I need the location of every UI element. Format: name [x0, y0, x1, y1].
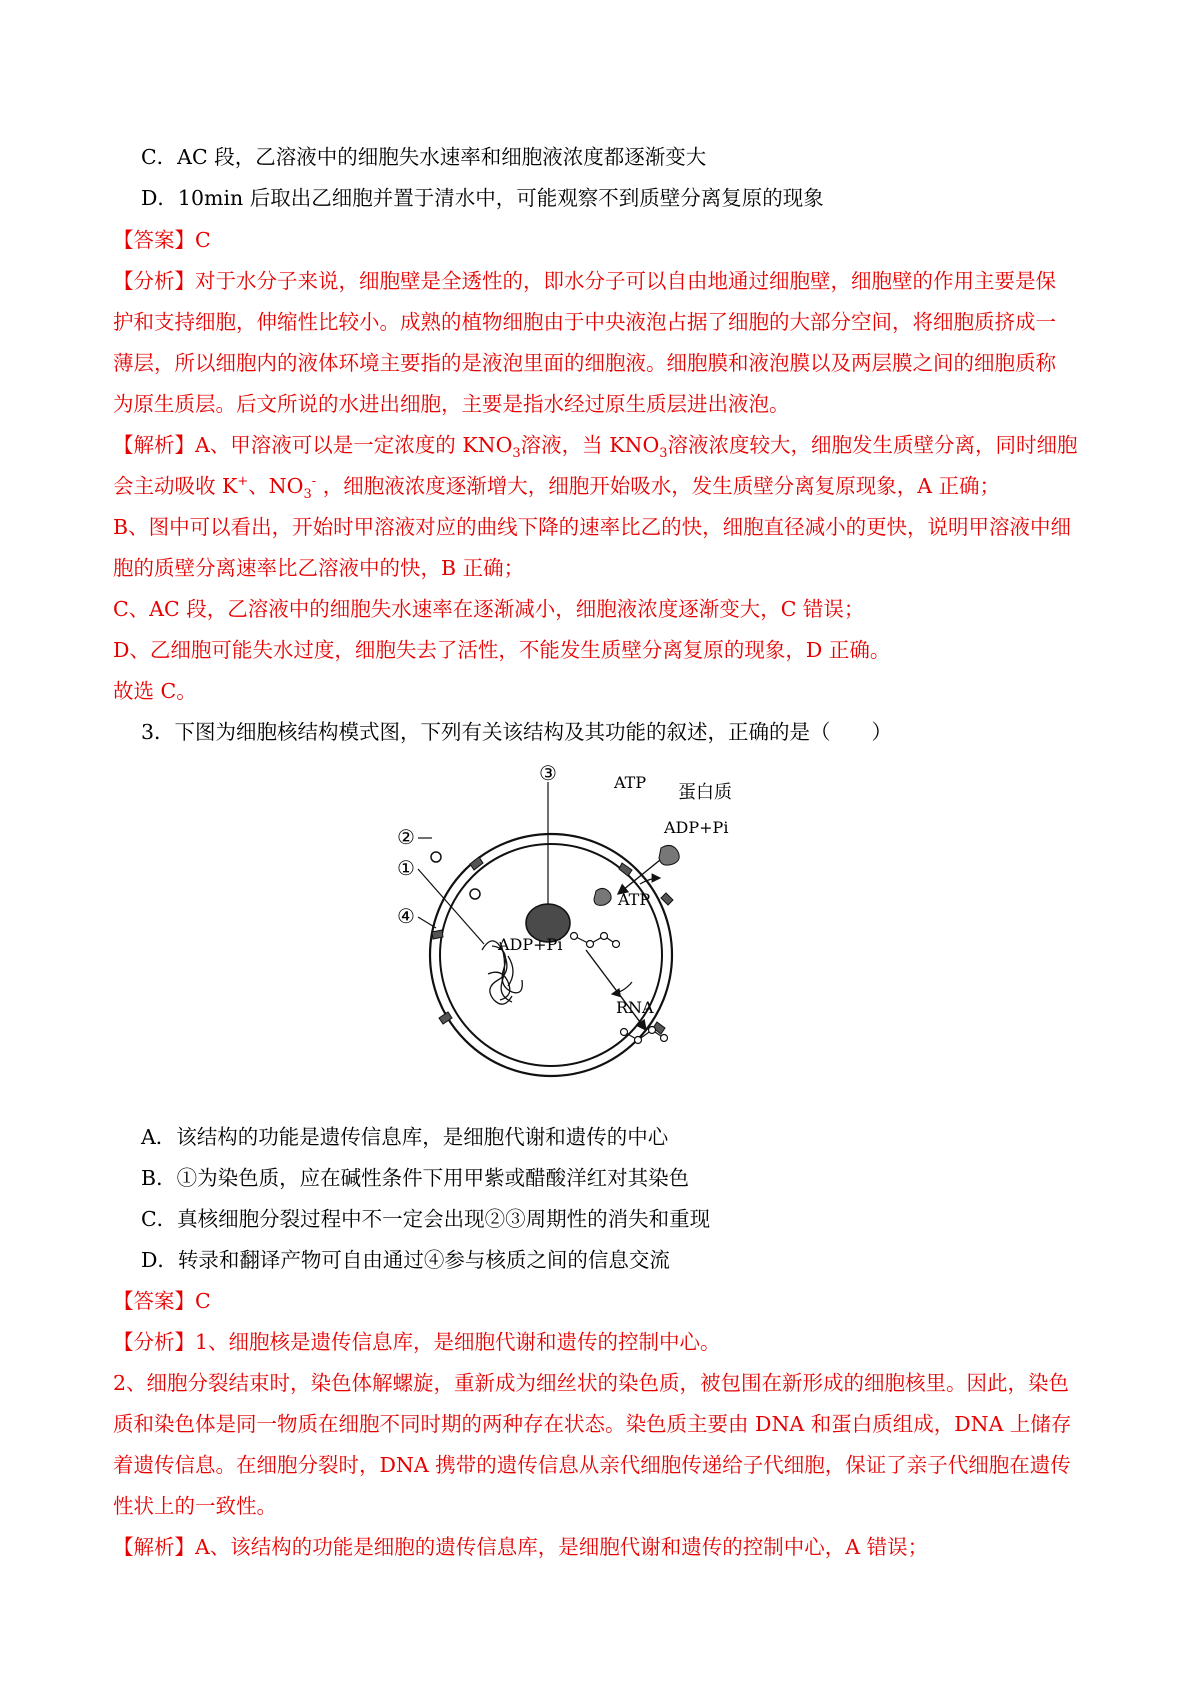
q3-option-a: A．该结构的功能是遗传信息库，是细胞代谢和遗传的中心 [141, 1125, 669, 1149]
atp-hydrolysis-arrow-top [640, 878, 660, 884]
diagram-adp-bottom: ADP+Pi [498, 935, 563, 954]
diagram-label-1: ① [397, 856, 415, 880]
nuclear-pore [432, 930, 443, 939]
diagram-label-3: ③ [539, 761, 557, 785]
nuclear-pore [619, 863, 632, 876]
diagram-atp-bottom: ATP [618, 890, 651, 909]
q3-analysis-line-3: 质和染色体是同一物质在细胞不同时期的两种存在状态。染色质主要由 DNA 和蛋白质组成，DNA 上储存 [113, 1412, 1072, 1436]
q3-analysis-line-4: 着遗传信息。在细胞分裂时，DNA 携带的遗传信息从亲代细胞传递给子代细胞，保证了亲子代细胞在遗传 [113, 1453, 1071, 1477]
nucleus-structure-diagram [396, 760, 776, 1105]
q3-explain-line-1: 【解析】A、该结构的功能是细胞的遗传信息库，是细胞代谢和遗传的控制中心，A 错误； [113, 1535, 929, 1559]
rna-inside [571, 933, 620, 948]
q2-explain-line-3: B、图中可以看出，开始时甲溶液对应的曲线下降的速率比乙的快，细胞直径减小的更快，说明甲溶液中细 [113, 515, 1072, 539]
diagram-label-2: ② [397, 825, 415, 849]
q2-answer: 【答案】C [113, 228, 211, 252]
q2-analysis-line-1: 【分析】对于水分子来说，细胞壁是全透性的，即水分子可以自由地通过细胞壁，细胞壁的作用主要是保 [113, 269, 1056, 293]
q3-analysis-line-2: 2、细胞分裂结束时，染色体解螺旋，重新成为细丝状的染色质，被包围在新形成的细胞核里。因此，染色 [113, 1371, 1070, 1395]
inner-nuclear-membrane [440, 844, 662, 1066]
q3-option-c: C．真核细胞分裂过程中不一定会出现②③周期性的消失和重现 [141, 1207, 711, 1231]
diagram-protein: 蛋白质 [678, 782, 732, 803]
q2-explain-line-5: C、AC 段，乙溶液中的细胞失水速率在逐渐减小，细胞液浓度逐渐变大，C 错误； [113, 597, 865, 621]
q3-option-b: B．①为染色质，应在碱性条件下用甲紫或醋酸洋红对其染色 [141, 1166, 690, 1190]
q2-option-c: C．AC 段，乙溶液中的细胞失水速率和细胞液浓度都逐渐变大 [141, 145, 707, 169]
diagram-rna: RNA [616, 998, 654, 1017]
vesicle [431, 852, 441, 862]
leader-line-1 [418, 869, 484, 944]
q2-analysis-line-3: 薄层，所以细胞内的液体环境主要指的是液泡里面的细胞液。细胞膜和液泡膜以及两层膜之间的细胞质称 [113, 351, 1056, 375]
q2-explain-line-4: 胞的质壁分离速率比乙溶液中的快，B 正确； [113, 556, 525, 580]
q3-answer: 【答案】C [113, 1289, 211, 1313]
q2-explain-line-6: D、乙细胞可能失水过度，细胞失去了活性，不能发生质壁分离复原的现象，D 正确。 [113, 638, 891, 662]
diagram-label-4: ④ [397, 904, 415, 928]
nuclear-pore [661, 893, 673, 905]
rna-export-arrow [586, 950, 646, 1030]
q3-analysis-line-1: 【分析】1、细胞核是遗传信息库，是细胞代谢和遗传的控制中心。 [113, 1330, 721, 1354]
q2-analysis-line-2: 护和支持细胞，伸缩性比较小。成熟的植物细胞由于中央液泡占据了细胞的大部分空间，将细胞质挤成一 [113, 310, 1056, 334]
q3-stem: 3．下图为细胞核结构模式图，下列有关该结构及其功能的叙述，正确的是（ ） [141, 720, 893, 744]
protein-blob-inside [594, 888, 611, 905]
q2-explain-line-2: 会主动吸收 K+、$NO_3^-$ ，细胞液浓度逐渐增大，细胞开始吸水，发生质壁分离复原现象，A 正确； [113, 474, 1001, 503]
q2-analysis-line-4: 为原生质层。后文所说的水进出细胞，主要是指水经过原生质层进出液泡。 [113, 392, 790, 416]
diagram-atp-top: ATP [614, 773, 647, 792]
q2-explain-line-1: 【解析】A、甲溶液可以是一定浓度的 $KNO_3$溶液，当 $KNO_3$溶液浓度较大，细胞发生质壁分离，同时细胞 [113, 433, 1078, 462]
diagram-adp-top: ADP+Pi [664, 818, 729, 837]
q3-analysis-line-5: 性状上的一致性。 [113, 1494, 277, 1518]
leader-line-4 [418, 917, 436, 928]
q2-choose: 故选 C。 [113, 679, 197, 703]
q3-option-d: D．转录和翻译产物可自由通过④参与核质之间的信息交流 [141, 1248, 670, 1272]
vesicle [470, 889, 480, 899]
q2-option-d: D．10min 后取出乙细胞并置于清水中，可能观察不到质壁分离复原的现象 [141, 186, 824, 210]
protein-blob-outside [659, 845, 679, 865]
